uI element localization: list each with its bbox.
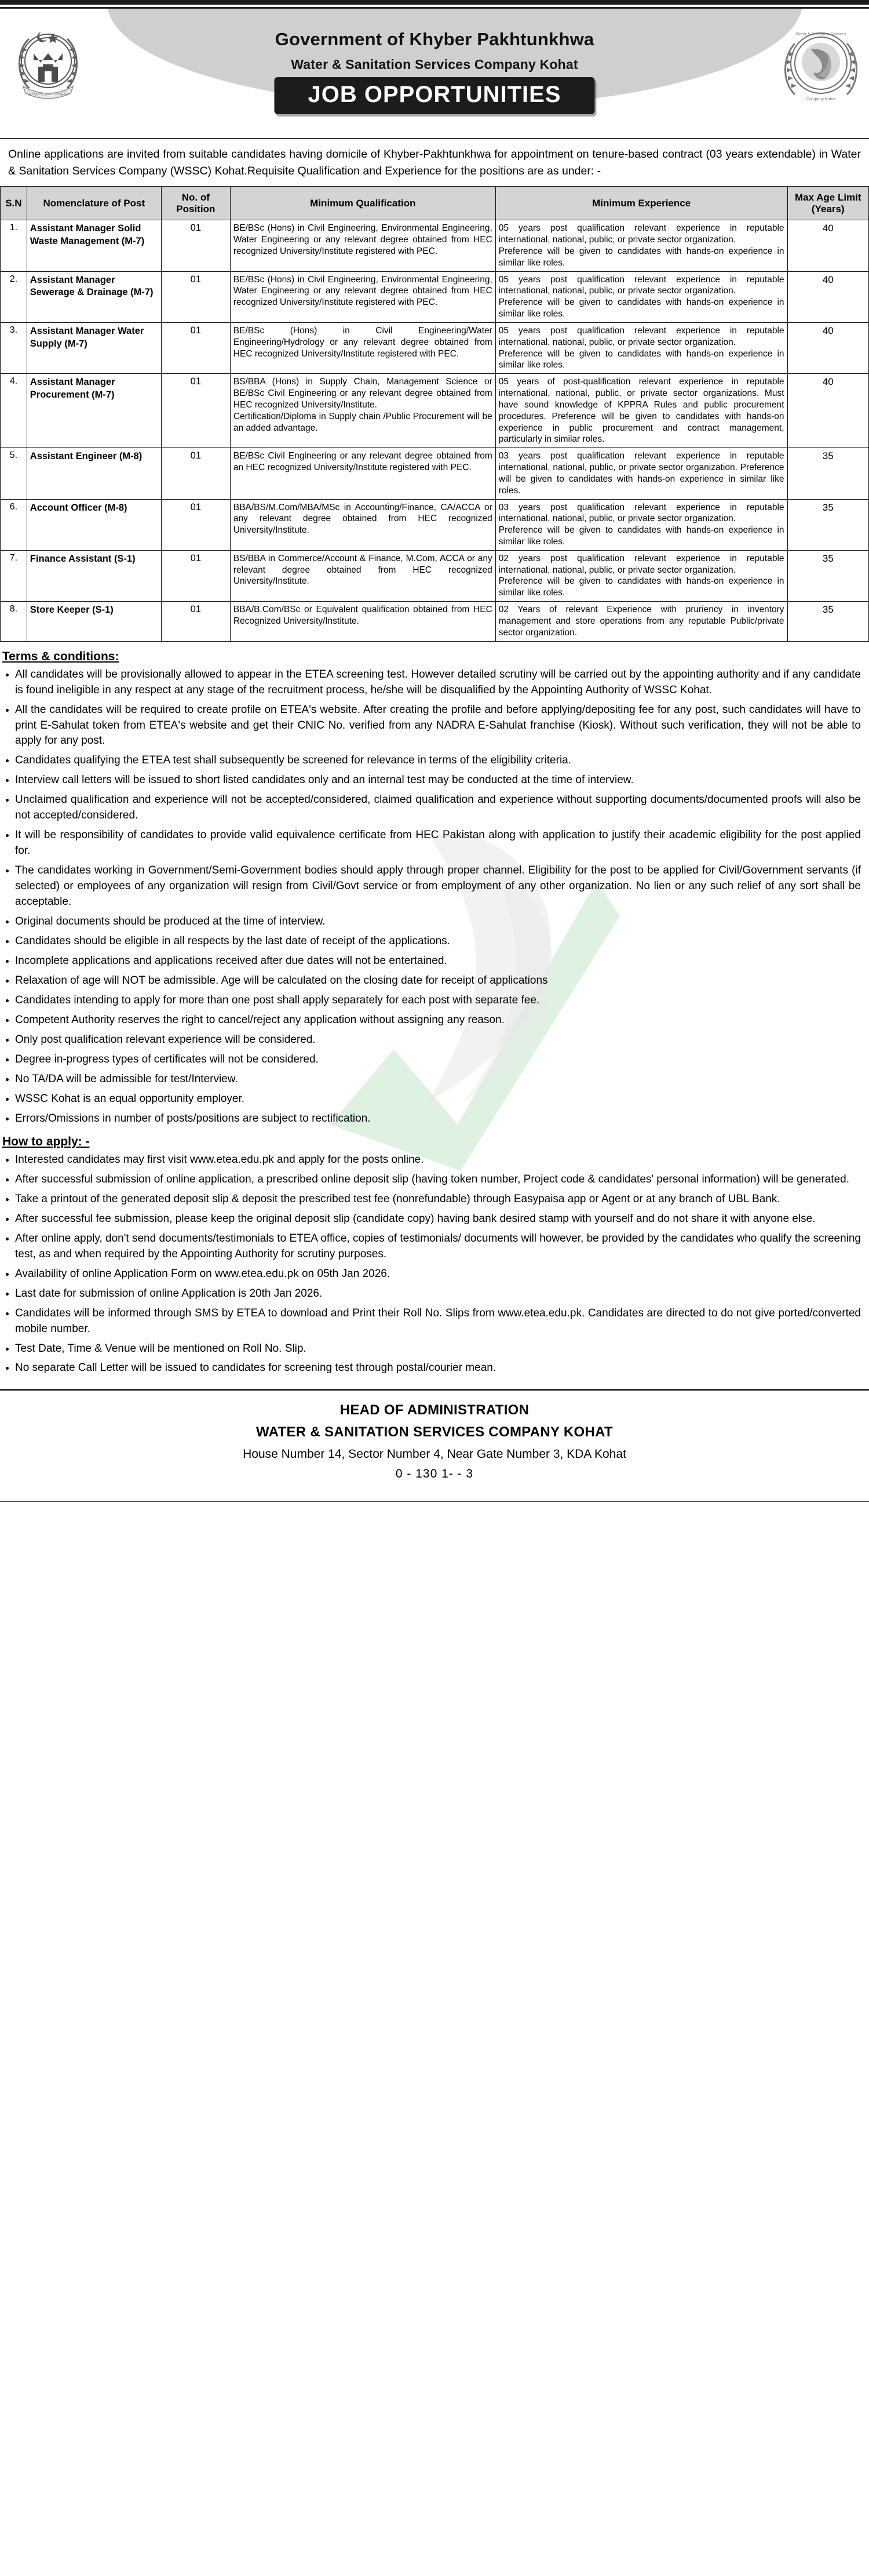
khyber-pakhtunkhwa-government-crest-icon (5, 21, 92, 108)
list-item: Errors/Omissions in number of posts/positions are subject to rectification. (15, 1111, 861, 1127)
cell-positions: 01 (161, 220, 230, 271)
list-item: Original documents should be produced at the time of interview. (15, 914, 861, 930)
table-row (1, 220, 869, 271)
cell-positions: 01 (161, 374, 230, 448)
list-item: Only post qualification relevant experience will be considered. (15, 1032, 861, 1048)
svg-text:Company Kohat: Company Kohat (806, 97, 836, 101)
list-item: Candidates will be informed through SMS by ETEA to download and Print their Roll No. Slips from www.etea.edu.pk. Candidates are directed to do not give ported/converted mobile number. (15, 1306, 861, 1337)
footer-address: House Number 14, Sector Number 4, Near Gate Number 3, KDA Kohat (243, 1447, 626, 1461)
list-item: All the candidates will be required to create profile on ETEA's website. After creating the profile and before applying/depositing fee for any post, such candidates will have to print E-Sahulat token from ETEA's website and get their CNIC No. verified from any NADRA E-Sahulat franchise (Kiosk). Without such verification, they will not be able to apply for any post. (15, 703, 861, 749)
cell-experience: 05 years post qualification relevant experience in reputable international, national, public, or private sector organization. Preference will be given to candidates with hands-on experience in similar like roles. (495, 271, 787, 322)
table-row (1, 602, 869, 641)
cell-positions: 01 (161, 271, 230, 322)
cell-post-name: Account Officer (M-8) (27, 499, 161, 550)
list-item: It will be responsibility of candidates to provide valid equivalence certificate from HEC Pakistan along with application to justify their academic eligibility for the post applied for. (15, 828, 861, 859)
list-item: No separate Call Letter will be issued to candidates for screening test through postal/courier mean. (15, 1360, 861, 1376)
cell-experience: 05 years post qualification relevant experience in reputable international, national, public, or private sector organization. Preference will be given to candidates with hands-on experience in similar like roles. (495, 220, 787, 271)
list-item: Relaxation of age will NOT be admissible. Age will be calculated on the closing date for receipt of applications (15, 973, 861, 989)
cell-positions: 01 (161, 602, 230, 641)
company-title: Water & Sanitation Services Company Kohat (291, 56, 578, 72)
how-to-apply-heading: How to apply: - (2, 1134, 90, 1148)
cell-qualification: BE/BSc Civil Engineering or any relevant degree obtained from an HEC recognized University/Institute registered with PEC. (230, 448, 495, 499)
cell-sn: 6. (1, 499, 27, 550)
wssc-kohat-logo-icon (777, 21, 864, 108)
list-item: After online apply, don't send documents/testimonials to ETEA office, copies of testimonials/ documents will however, be provided by the candidates who qualify the screening test, as and when required by the Appointing Authority for scrutiny purposes. (15, 1231, 861, 1262)
cell-positions: 01 (161, 448, 230, 499)
list-item: All candidates will be provisionally allowed to appear in the ETEA screening test. However detailed scrutiny will be carried out by the appointing authority and if any candidate is found ineligible in any respect at any stage of the recruitment process, he/she will be disqualified by the Appointing Authority of WSSC Kohat. (15, 667, 861, 698)
cell-post-name: Assistant Manager Water Supply (M-7) (27, 322, 161, 373)
table-row (1, 374, 869, 448)
list-item: Candidates qualifying the ETEA test shall subsequently be screened for relevance in terms of the eligibility criteria. (15, 753, 861, 769)
list-item: Take a printout of the generated deposit slip & deposit the prescribed test fee (nonrefundable) through Easypaisa app or Agent or at any branch of UBL Bank. (15, 1192, 861, 1207)
positions-table-body (1, 220, 869, 641)
list-item: Availability of online Application Form on www.etea.edu.pk on 05th Jan 2026. (15, 1267, 861, 1282)
cell-qualification: BE/BSc (Hons) in Civil Engineering, Environmental Engineering, Water Engineering or any relevant degree obtained from HEC recognized University/Institute registered with PEC. (230, 220, 495, 271)
cell-age-limit: 40 (787, 322, 868, 373)
cell-experience: 02 Years of relevant Experience with pruriency in inventory management and store operations from any reputable Public/private sector organization. (495, 602, 787, 641)
cell-post-name: Assistant Manager Procurement (M-7) (27, 374, 161, 448)
list-item: No TA/DA will be admissible for test/Interview. (15, 1072, 861, 1087)
list-item: WSSC Kohat is an equal opportunity employer. (15, 1091, 861, 1107)
table-row (1, 322, 869, 373)
cell-sn: 2. (1, 271, 27, 322)
svg-text:حکومت خیبر پختونخوا: حکومت خیبر پختونخوا (27, 90, 69, 96)
list-item: After successful submission of online application, a prescribed online deposit slip (having token number, Project code & candidates' personal information) will be generated. (15, 1172, 861, 1188)
government-title: Government of Khyber Pakhtunkhwa (275, 29, 594, 49)
document-footer (0, 1389, 869, 1491)
list-item: The candidates working in Government/Semi-Government bodies should apply through proper channel. Eligibility for the post to be applied for Civil/Government servants (if selected) or employees of any organization will resign from Civil/Govt service or from employment of any other organization. No lien or any such relief of any sort shall be acceptable. (15, 863, 861, 910)
cell-experience: 05 years of post-qualification relevant experience in reputable international, national, public, or private sector organizations. Must have sound knowledge of KPPRA Rules and public procurement procedures. Preference will be given to candidates with hands-on experience in public procurement and contract management, particularly in similar roles. (495, 374, 787, 448)
list-item: After successful fee submission, please keep the original deposit slip (candidate copy) having bank desired stamp with yourself and do not share it with anyone else. (15, 1211, 861, 1227)
list-item: Candidates intending to apply for more than one post shall apply separately for each post with separate fee. (15, 993, 861, 1009)
cell-age-limit: 40 (787, 271, 868, 322)
cell-sn: 1. (1, 220, 27, 271)
cell-age-limit: 35 (787, 550, 868, 601)
svg-text:Water & Sanitation Services: Water & Sanitation Services (795, 32, 846, 37)
list-item: Incomplete applications and applications received after due dates will not be entertained. (15, 954, 861, 969)
cell-qualification: BS/BBA in Commerce/Account & Finance, M.Com, ACCA or any relevant degree obtained from HEC recognized University/Institute. (230, 550, 495, 601)
terms-and-conditions-list (0, 667, 869, 1127)
cell-experience: 03 years post qualification relevant experience in reputable international, national, public, or private sector organization. Preference will be given to candidates with hands-on experience in similar like roles. (495, 499, 787, 550)
cell-sn: 5. (1, 448, 27, 499)
list-item: Interview call letters will be issued to short listed candidates only and an internal test may be conducted at the time of interview. (15, 773, 861, 788)
job-opportunities-banner: JOB OPPORTUNITIES (274, 77, 594, 114)
how-to-apply-list (0, 1152, 869, 1377)
col-header-qualification: Minimum Qualification (230, 187, 495, 220)
top-rule-thick (0, 0, 869, 5)
footer-contact-number: 0 - 130 1- - 3 (395, 1467, 474, 1481)
table-header-row (1, 187, 869, 220)
cell-sn: 3. (1, 322, 27, 373)
footer-designation: HEAD OF ADMINISTRATION (339, 1402, 530, 1418)
cell-age-limit: 40 (787, 374, 868, 448)
intro-paragraph: Online applications are invited from suitable candidates having domicile of Khyber-Pakhtunkhwa for appointment on tenure-based contract (03 years extendable) in Water & Sanitation Services Company (WSSC) Kohat.Requisite Qualification and Experience for the positions are as under: - (0, 139, 869, 187)
cell-post-name: Assistant Manager Sewerage & Drainage (M-7) (27, 271, 161, 322)
list-item: Test Date, Time & Venue will be mentioned on Roll No. Slip. (15, 1341, 861, 1357)
cell-post-name: Assistant Manager Solid Waste Management (M-7) (27, 220, 161, 271)
col-header-nomenclature: Nomenclature of Post (27, 187, 161, 220)
cell-age-limit: 35 (787, 602, 868, 641)
cell-positions: 01 (161, 499, 230, 550)
table-row (1, 499, 869, 550)
list-item: Competent Authority reserves the right to cancel/reject any application without assigning any reason. (15, 1013, 861, 1028)
cell-experience: 03 years post qualification relevant experience in reputable international, national, public, or private sector organization. Preference will be given to candidates with hands-on experience in similar like roles. (495, 448, 787, 499)
footer-organization: WATER & SANITATION SERVICES COMPANY KOHAT (256, 1424, 613, 1440)
cell-sn: 4. (1, 374, 27, 448)
cell-qualification: BBA/BS/M.Com/MBA/MSc in Accounting/Finance, CA/ACCA or any relevant degree obtained from HEC recognized University/Institute. (230, 499, 495, 550)
cell-qualification: BS/BBA (Hons) in Supply Chain, Management Science or BE/BSc Civil Engineering or any relevant degree obtained from HEC recognized University/Institute. Certification/Diploma in Supply chain /Public Procurement will be an added advantage. (230, 374, 495, 448)
cell-age-limit: 35 (787, 448, 868, 499)
list-item: Degree in-progress types of certificates will not be considered. (15, 1052, 861, 1068)
cell-qualification: BE/BSc (Hons) in Civil Engineering/Water Engineering/Hydrology or any relevant degree obtained from HEC recognized University/Institute registered with PEC. (230, 322, 495, 373)
col-header-positions: No. of Position (161, 187, 230, 220)
terms-and-conditions-heading: Terms & conditions: (2, 649, 119, 663)
cell-post-name: Assistant Engineer (M-8) (27, 448, 161, 499)
col-header-sn: S.N (1, 187, 27, 220)
cell-post-name: Store Keeper (S-1) (27, 602, 161, 641)
cell-age-limit: 35 (787, 499, 868, 550)
list-item: Interested candidates may first visit www.etea.edu.pk and apply for the posts online. (15, 1152, 861, 1168)
document-header (0, 9, 869, 139)
footer-bottom-rule (0, 1501, 869, 1502)
list-item: Last date for submission of online Application is 20th Jan 2026. (15, 1286, 861, 1302)
table-row (1, 550, 869, 601)
table-row (1, 271, 869, 322)
cell-qualification: BBA/B.Com/BSc or Equivalent qualification obtained from HEC Recognized University/Institute. (230, 602, 495, 641)
header-title-group (0, 28, 869, 72)
cell-positions: 01 (161, 322, 230, 373)
col-header-experience: Minimum Experience (495, 187, 787, 220)
cell-qualification: BE/BSc (Hons) in Civil Engineering, Environmental Engineering, Water Engineering or any relevant degree obtained from HEC recognized University/Institute registered with PEC. (230, 271, 495, 322)
cell-post-name: Finance Assistant (S-1) (27, 550, 161, 601)
cell-positions: 01 (161, 550, 230, 601)
list-item: Candidates should be eligible in all respects by the last date of receipt of the applications. (15, 934, 861, 949)
cell-sn: 8. (1, 602, 27, 641)
cell-experience: 02 years post qualification relevant experience in reputable international, national, public, or private sector organization. Preference will be given to candidates with hands-on experience in similar like roles. (495, 550, 787, 601)
table-row (1, 448, 869, 499)
cell-sn: 7. (1, 550, 27, 601)
cell-experience: 05 years post qualification relevant experience in reputable international, national, public, or private sector organization. Preference will be given to candidates with hands-on experience in similar like roles. (495, 322, 787, 373)
list-item: Unclaimed qualification and experience will not be accepted/considered, claimed qualification and experience without supporting documents/documented proofs will also be not accepted/considered. (15, 792, 861, 824)
col-header-age-limit: Max Age Limit (Years) (787, 187, 868, 220)
cell-age-limit: 40 (787, 220, 868, 271)
positions-table (0, 187, 869, 642)
